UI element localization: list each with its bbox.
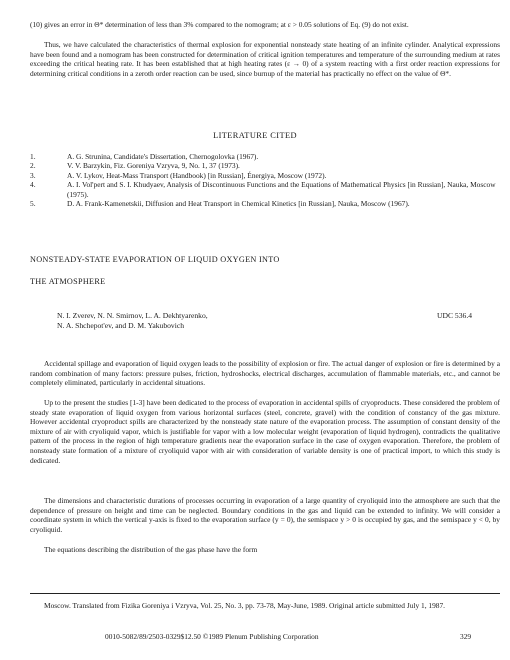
copyright-line: 0010-5082/89/2503-0329$12.50 ©1989 Plenum Publishing Corporation (105, 632, 319, 641)
body-paragraph-1: Accidental spillage and evaporation of liquid oxygen leads to the possibility of explosion or fire. The actual danger of explosion or fire is determined by a random combination of many factors: pressure pulses, friction, hydroshocks, electrical discharges, accumulation of flammable materials, etc., and cannot be completely eliminated, particularly in accidental situations. (30, 359, 500, 388)
reference-number: 3. (30, 170, 36, 180)
reference-text: V. V. Barzykin, Fiz. Goreniya Vzryva, 9, No. 1, 37 (1973). (67, 161, 240, 171)
intro-paragraph-2: Thus, we have calculated the characteristics of thermal explosion for exponential nonsteady state heating of an infinite cylinder. Analytical expressions have been found and a nomogram has been constructed for determination of critical ignition temperatures and temperature of the surrounding medium at rates exceeding the critical heating rate. It has been established that at high heating rates (ε → 0) of a system reacting with a first order reaction expressions for determining critical conditions in a zeroth order reaction can be used, since burnup of the material has practically no effect on the value of Θ*. (30, 40, 500, 78)
article-title-line-1: NONSTEADY-STATE EVAPORATION OF LIQUID OXYGEN INTO (30, 255, 280, 264)
body-paragraph-3: The dimensions and characteristic durations of processes occurring in evaporation of a large quantity of cryoliquid into the atmosphere are such that the dependence of pressure on height and time can be neglected. Boundary conditions in the gas and liquid can be extended to infinity. We will consider a coordinate system in which the vertical y-axis is fixed to the evaporation surface (y = 0), the semispace y > 0 is occupied by gas, and the semispace y < 0, by cryoliquid. (30, 496, 500, 534)
author-list (57, 311, 208, 331)
literature-cited-heading: LITERATURE CITED (213, 131, 297, 140)
authors-line-2: N. A. Shchepot'ev, and D. M. Yakubovich (57, 321, 185, 330)
page-number: 329 (460, 632, 472, 641)
reference-item (30, 199, 500, 208)
authors-line-1: N. I. Zverev, N. N. Smirnov, L. A. Dekhtyarenko, (57, 311, 208, 320)
body-paragraph-2: Up to the present the studies [1-3] have been dedicated to the process of evaporation in accidental spills of cryoproducts. These considered the problem of steady state evaporation of liquid oxygen from various horizontal surfaces (steel, concrete, gravel) with the condition of constancy of the gas mixture. However accidental cryoproduct spills are characterized by the nonsteady state nature of the evaporation process. The assumption of constant density of the mixture of air with cryoliquid vapor, which is justifiable for vapor with a low molecular weight (evaporation of liquid hydrogen), contradicts the qualitative pattern of the process in the region of high temperature gradients near the evaporation surface in the case of oxygen evaporation. Therefore, the problem of nonsteady state formation of a mixture of cryoliquid vapor with air with consideration of variable density is one of practical import, to which this study is dedicated. (30, 398, 500, 465)
reference-text: D. A. Frank-Kamenetskii, Diffusion and Heat Transport in Chemical Kinetics [in Russian], Nauka, Moscow (1967). (67, 199, 410, 209)
article-title-line-2: THE ATMOSPHERE (30, 277, 106, 286)
reference-text: A. G. Strunina, Candidate's Dissertation, Chernogolovka (1967). (67, 152, 259, 161)
reference-number: 4. (30, 180, 36, 190)
reference-item (30, 180, 500, 199)
reference-text: A. V. Lykov, Heat-Mass Transport (Handbook) [in Russian], Énergiya, Moscow (1972). (67, 170, 327, 180)
reference-item (30, 152, 500, 161)
reference-number: 2. (30, 161, 36, 171)
reference-text: A. I. Vol'pert and S. I. Khudyaev, Analysis of Discontinuous Functions and the Equations of Mathematical Physics [in Russian], Nauka, Moscow (1975). (67, 180, 496, 199)
reference-item (30, 161, 500, 170)
footnote-divider (30, 593, 500, 594)
body-paragraph-4: The equations describing the distribution of the gas phase have the form (44, 545, 258, 554)
reference-number: 1. (30, 152, 36, 161)
reference-item (30, 171, 500, 180)
footnote-text: Moscow. Translated from Fizika Goreniya i Vzryva, Vol. 25, No. 3, pp. 73-78, May-June, 1989. Original article submitted July 1, 1987. (44, 601, 446, 610)
reference-number: 5. (30, 199, 36, 209)
intro-paragraph-1: (10) gives an error in Θ* determination of less than 3% compared to the nomogram; at ε > 0.05 solutions of Eq. (9) do not exist. (30, 20, 409, 29)
udc-code: UDC 536.4 (437, 311, 473, 320)
reference-list (30, 152, 500, 208)
